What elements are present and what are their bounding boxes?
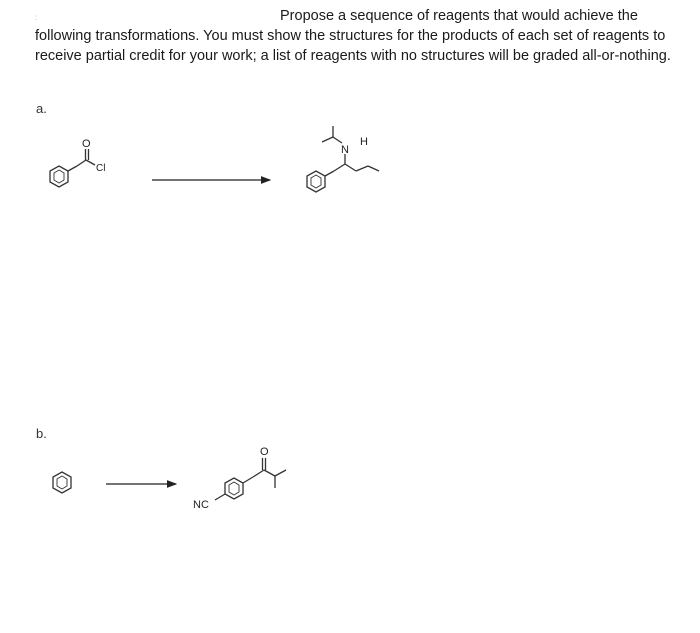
question-line-1: Propose a sequence of reagents that would achieve the [280, 8, 638, 24]
hydrogen-label: H [360, 136, 368, 148]
part-b-label: b. [36, 426, 47, 441]
nitrogen-label: N [341, 144, 349, 156]
part-b-product [215, 458, 286, 500]
benzene-ring [225, 478, 243, 499]
part-a-label: a. [36, 101, 47, 116]
oxygen-label: O [82, 138, 91, 150]
chlorine-label: Cl [96, 163, 106, 174]
benzene-ring [50, 166, 68, 187]
part-b-starting-material [53, 472, 71, 493]
benzene-ring [53, 472, 71, 493]
part-a-starting-material [50, 149, 95, 187]
nitrile-label: NC [193, 499, 209, 511]
scan-mark: : [35, 13, 38, 22]
oxygen-label: O [260, 446, 269, 458]
part-a-product [307, 126, 379, 192]
question-line-rest: following transformations. You must show the structures for the products of each set of reagents to receive partial credit for your work; a list of reagents with no structures will be graded all-or-nothing. [35, 28, 671, 64]
benzene-ring [307, 171, 325, 192]
